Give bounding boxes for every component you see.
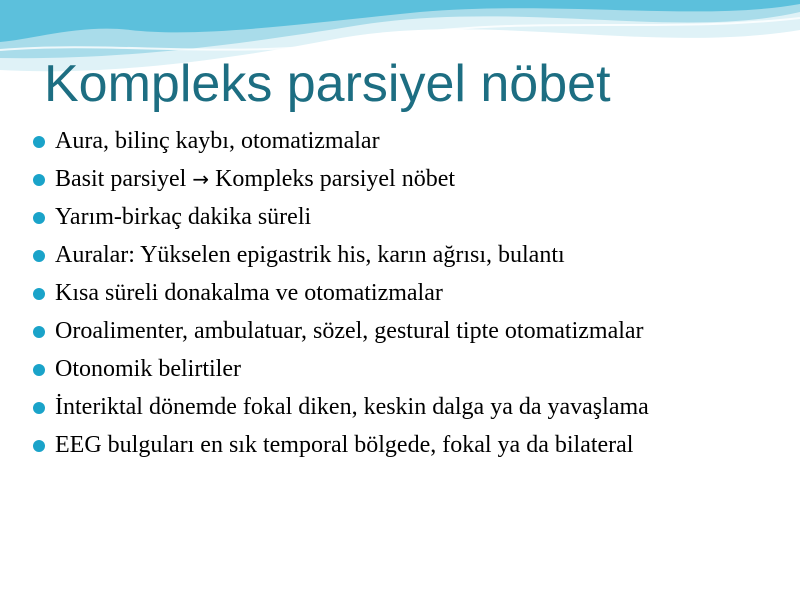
bullet-dot-icon xyxy=(33,288,45,300)
bullet-text: EEG bulguları en sık temporal bölgede, fokal ya da bilateral xyxy=(55,432,634,458)
bullet-text: Kompleks parsiyel nöbet xyxy=(215,166,456,192)
bullet-text: Auralar: Yükselen epigastrik his, karın ağrısı, bulantı xyxy=(55,242,565,268)
bullet-text: Basit parsiyel xyxy=(55,166,187,192)
bullet-item xyxy=(0,201,800,233)
bullet-text: Oroalimenter, ambulatuar, sözel, gestural tipte otomatizmalar xyxy=(55,318,644,344)
bullet-item xyxy=(0,239,800,271)
bullet-text: Yarım-birkaç dakika süreli xyxy=(55,204,312,230)
bullet-dot-icon xyxy=(33,174,45,186)
bullet-text: Aura, bilinç kaybı, otomatizmalar xyxy=(55,128,380,154)
bullet-dot-icon xyxy=(33,364,45,376)
bullet-item xyxy=(0,163,800,195)
bullet-item xyxy=(0,429,800,461)
bullet-text: İnteriktal dönemde fokal diken, keskin dalga ya da yavaşlama xyxy=(55,394,649,420)
bullet-dot-icon xyxy=(33,250,45,262)
bullet-item xyxy=(0,315,800,347)
bullet-item xyxy=(0,277,800,309)
bullet-dot-icon xyxy=(33,402,45,414)
bullet-item xyxy=(0,391,800,423)
slide-title: Kompleks parsiyel nöbet xyxy=(44,55,611,113)
bullet-text: Kısa süreli donakalma ve otomatizmalar xyxy=(55,280,443,306)
bullet-dot-icon xyxy=(33,212,45,224)
bullet-text: Otonomik belirtiler xyxy=(55,356,241,382)
arrow-right-icon: → xyxy=(192,167,210,191)
bullet-dot-icon xyxy=(33,440,45,452)
bullet-dot-icon xyxy=(33,326,45,338)
bullet-dot-icon xyxy=(33,136,45,148)
bullet-item xyxy=(0,353,800,385)
bullet-list xyxy=(0,125,800,467)
bullet-item xyxy=(0,125,800,157)
